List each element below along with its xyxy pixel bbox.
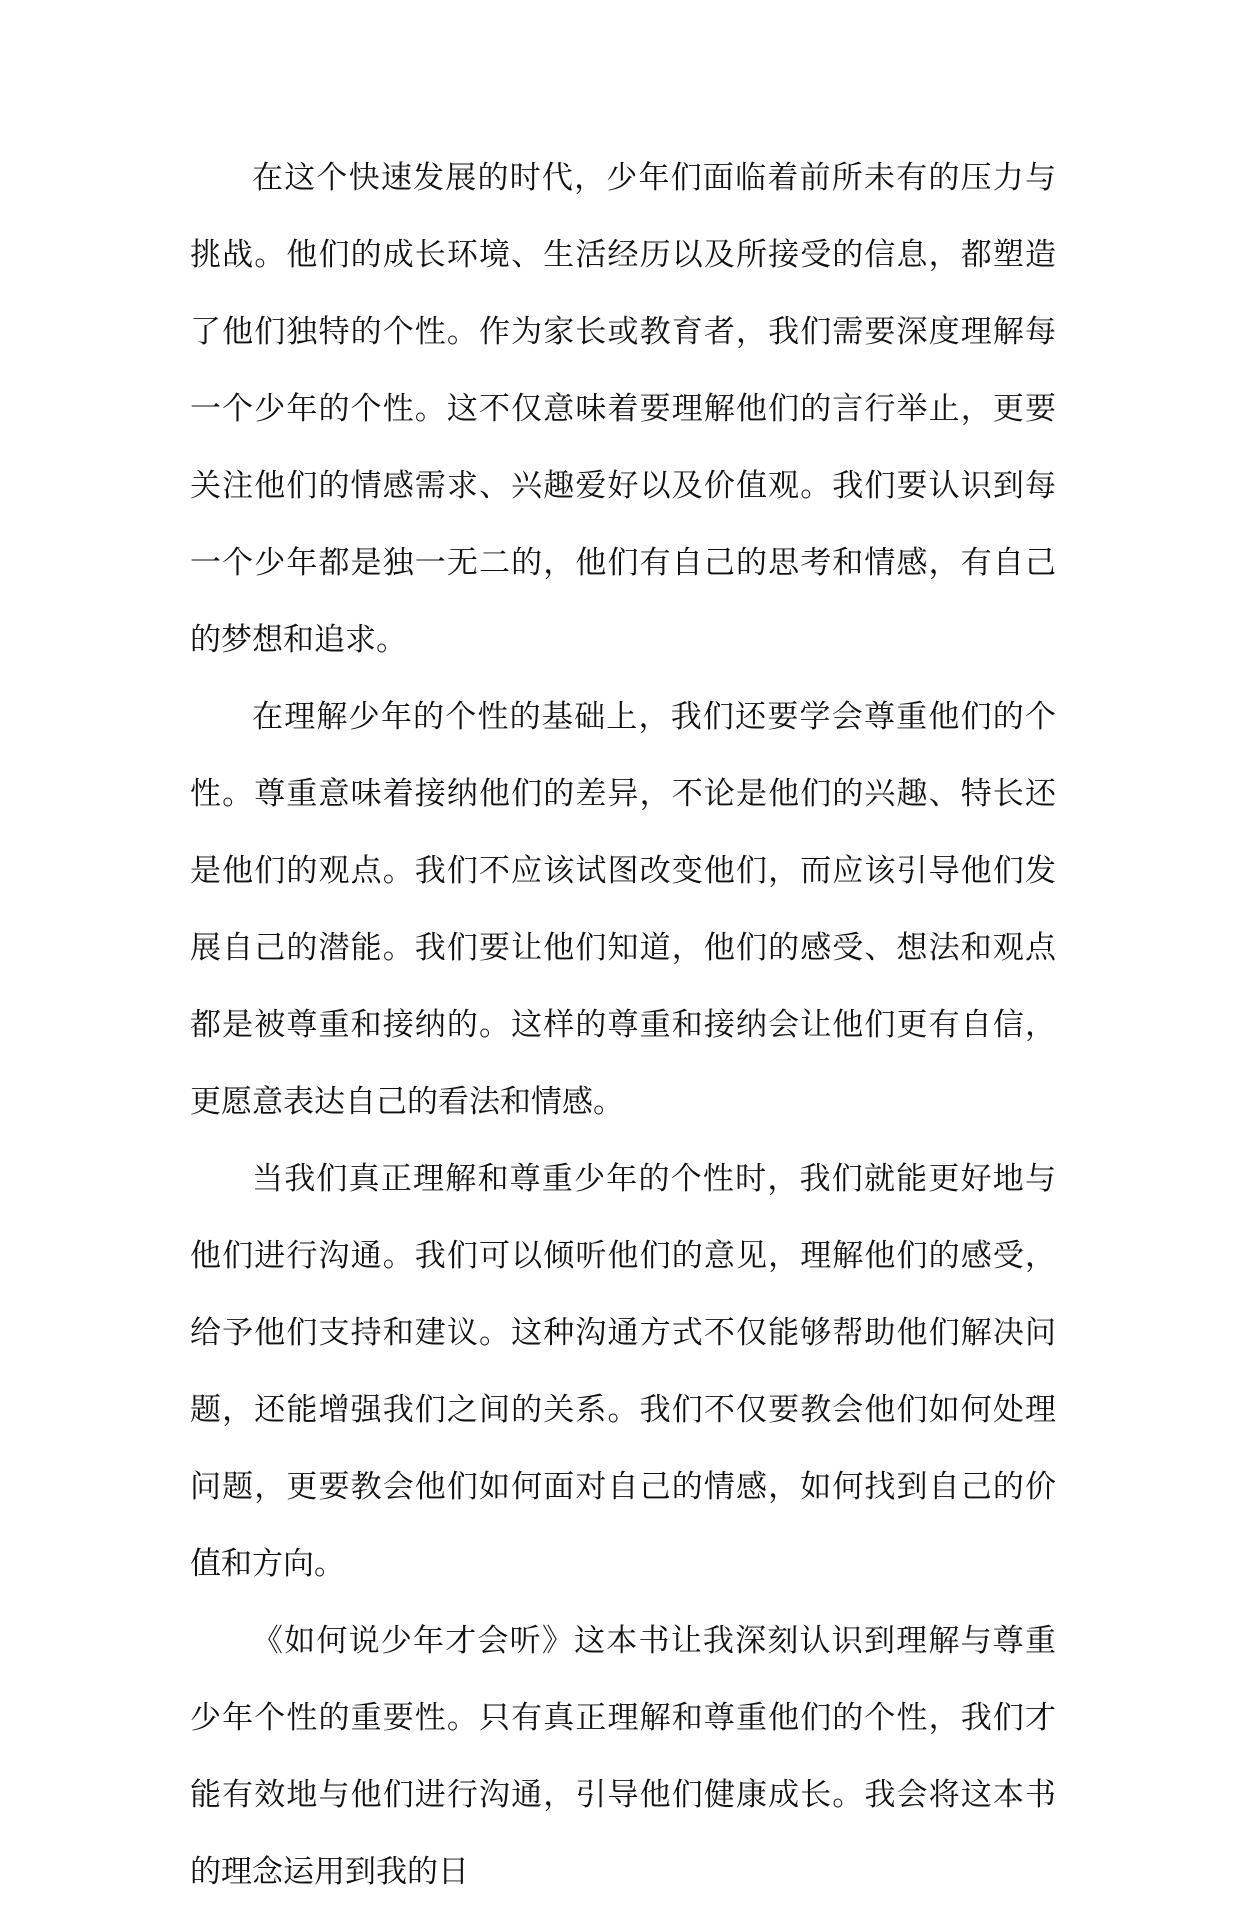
paragraph-2: 在理解少年的个性的基础上，我们还要学会尊重他们的个性。尊重意味着接纳他们的差异，不论是他们的兴趣、特长还是他们的观点。我们不应该试图改变他们，而应该引导他们发展自己的潜能。我们要让他们知道，他们的感受、想法和观点都是被尊重和接纳的。这样的尊重和接纳会让他们更有自信，更愿意表达自己的看法和情感。	[190, 699, 1056, 1120]
body-text	[190, 140, 1056, 1911]
paragraph-4: 《如何说少年才会听》这本书让我深刻认识到理解与尊重少年个性的重要性。只有真正理解和尊重他们的个性，我们才能有效地与他们进行沟通，引导他们健康成长。我会将这本书的理念运用到我的日	[190, 1623, 1056, 1890]
paragraph-3: 当我们真正理解和尊重少年的个性时，我们就能更好地与他们进行沟通。我们可以倾听他们的意见，理解他们的感受，给予他们支持和建议。这种沟通方式不仅能够帮助他们解决问题，还能增强我们之间的关系。我们不仅要教会他们如何处理问题，更要教会他们如何面对自己的情感，如何找到自己的价值和方向。	[190, 1161, 1056, 1582]
paragraph-1: 在这个快速发展的时代，少年们面临着前所未有的压力与挑战。他们的成长环境、生活经历以及所接受的信息，都塑造了他们独特的个性。作为家长或教育者，我们需要深度理解每一个少年的个性。这不仅意味着要理解他们的言行举止，更要关注他们的情感需求、兴趣爱好以及价值观。我们要认识到每一个少年都是独一无二的，他们有自己的思考和情感，有自己的梦想和追求。	[190, 160, 1056, 658]
